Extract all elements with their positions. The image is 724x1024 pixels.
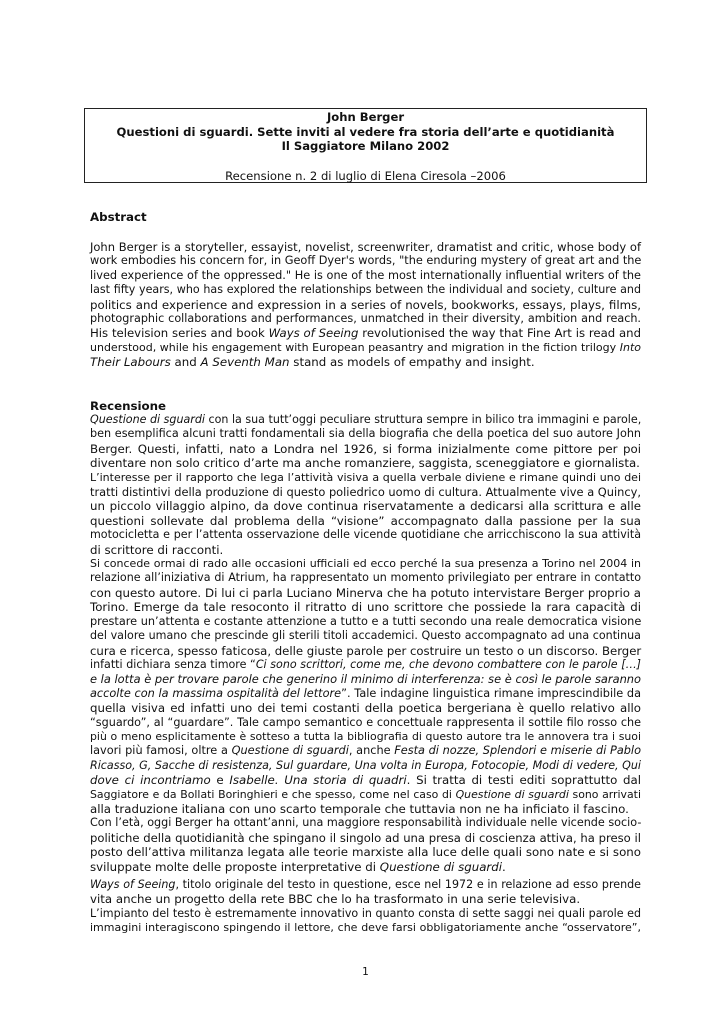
text-line: immagini interagiscono spingendo il lettore, che deve farsi obbligatoriamente anche “osservatore”, xyxy=(90,921,641,935)
book-title-ref: Questione di sguardi xyxy=(90,413,205,426)
book-title-ref: Questione di sguardi xyxy=(231,744,349,758)
text-line: tratti distintivi della produzione di questo poliedrico uomo di cultura. Attualmente vive a Quincy, xyxy=(90,485,641,500)
text-line: relazione all’iniziativa di Atrium, ha rappresentato un momento privilegiato per entrare in contatto xyxy=(90,571,641,585)
text-line: last fifty years, who has explored the relationships between the individual and society, culture and xyxy=(90,283,641,297)
book-title-ref: A Seventh Man xyxy=(200,355,290,370)
book-title-ref: Ways of Seeing xyxy=(268,326,359,341)
text-line: questioni sollevate dal problema della “visione” accompagnato dalla passione per la sua xyxy=(90,513,641,528)
text-line: work embodies his concern for, in Geoff Dyer's words, "the enduring mystery of great art and the xyxy=(90,254,642,268)
book-title-ref: Festa di nozze, Splendori e miserie di Pablo xyxy=(394,744,641,758)
text-line: Torino. Emerge da tale resoconto il ritratto di uno scrittore che possiede la rara capacità di xyxy=(90,600,641,615)
text-line: con questo autore. Di lui ci parla Luciano Minerva che ha potuto intervistare Berger proprio a xyxy=(90,585,641,600)
text-line: quella visiva ed infatti uno dei temi costanti della poetica bergeriana è quello relativo allo xyxy=(90,701,641,716)
text-line: infatti dichiara senza timore “Ci sono scrittori, come me, che devono combattere con le parole […] xyxy=(90,657,641,671)
book-title-ref: Into xyxy=(619,340,641,354)
book-title-ref: dove ci incontriamo xyxy=(90,773,211,788)
review-heading: Recensione xyxy=(90,399,167,413)
text-line: “sguardo”, al “guardare”. Tale campo semantico e concettuale rappresenta il sottile filo rosso che xyxy=(90,715,641,729)
text-line: un piccolo villaggio alpino, da dove continua riservatamente a dedicarsi alla scrittura e alle xyxy=(90,499,641,514)
text-line: posto dell’attiva militanza legata alle teorie marxiste alla luce delle quali sono nate e si sono xyxy=(90,845,641,860)
text-line: Con l’età, oggi Berger ha ottant’anni, una maggiore responsabilità individuale nelle vicende socio- xyxy=(90,816,642,830)
text-line: dove ci incontriamo e Isabelle. Una storia di quadri. Si tratta di testi editi soprattutto dal xyxy=(90,773,641,788)
quote-text: e la lotta è per trovare parole che generino il minimo di interferenza: se è così le parole saranno xyxy=(90,672,641,687)
text-line: lived experience of the oppressed." He is one of the most internationally influential writers of the xyxy=(90,268,641,282)
text-line: Si concede ormai di rado alle occasioni ufficiali ed ecco perché la sua presenza a Torino nel 2004 in xyxy=(90,557,641,571)
text-line: cura e ricerca, spesso faticosa, delle giuste parole per costruire un testo o un discorso. Berger xyxy=(90,643,642,658)
review-info: Recensione n. 2 di luglio di Elena Ciresola –2006 xyxy=(225,168,506,183)
text-line: alla traduzione italiana con uno scarto temporale che tuttavia non ne ha inficiato il fascino. xyxy=(90,801,629,816)
book-title-ref: Their Labours xyxy=(90,355,171,370)
text-line: lavori più famosi, oltre a Questione di sguardi, anche Festa di nozze, Splendori e miserie di Pablo xyxy=(90,744,641,758)
review-body-continued xyxy=(90,878,641,936)
text-line: Berger. Questi, infatti, nato a Londra nel 1926, si forma inizialmente come pittore per poi xyxy=(90,441,641,456)
text-line: diventare non solo critico d’arte ma anche romanziere, saggista, sceneggiatore e giornalista. xyxy=(90,456,640,471)
document-page xyxy=(90,0,641,1024)
text-line xyxy=(90,672,641,686)
text-line: motocicletta e per l’attenta osservazione delle vicende quotidiane che arricchiscono la sua attività xyxy=(90,528,641,542)
text-line: vita anche un progetto della rete BBC che lo ha trasformato in una serie televisiva. xyxy=(90,892,581,907)
text-line: accolte con la massima ospitalità del lettore”. Tale indagine linguistica rimane imprescindibile da xyxy=(90,686,641,700)
text-line: del valore umano che prescinde gli sterili titoli accademici. Questo accompagnato ad una continua xyxy=(90,629,641,643)
book-title-ref: Ways of Seeing xyxy=(90,878,176,891)
book-title-ref: Questione di sguardi xyxy=(379,859,503,874)
text-line: John Berger is a storyteller, essayist, novelist, screenwriter, dramatist and critic, whose body of xyxy=(90,240,641,254)
text-line: sviluppate molte delle proposte interpretative di Questione di sguardi. xyxy=(90,859,506,874)
text-line: politiche della quotidianità che spingano il singolo ad una presa di coscienza attiva, ha preso il xyxy=(90,830,641,845)
text-line: più o meno esplicitamente è sotteso a tutta la bibliografia di questo autore tra le annovera tra i suoi xyxy=(90,729,641,743)
text-line: L’interesse per il rapporto che lega l’attività visiva a quella verbale diviene e rimane quindi uno dei xyxy=(90,470,641,484)
citation-box xyxy=(84,108,647,183)
text-line: Saggiatore e da Bollati Boringhieri e che spesso, come nel caso di Questione di sguardi sono arrivati xyxy=(90,787,641,801)
text-line: photographic collaborations and performances, unmatched in their diversity, ambition and reach. xyxy=(90,312,641,326)
text-line: Questione di sguardi con la sua tutt’oggi peculiare struttura sempre in bilico tra immagini e parole, xyxy=(90,413,642,426)
book-author: John Berger xyxy=(326,110,405,124)
quote-text: accolte con la massima ospitalità del lettore xyxy=(90,686,342,700)
abstract-heading: Abstract xyxy=(90,210,147,224)
text-line: Ways of Seeing, titolo originale del testo in questione, esce nel 1972 e in relazione ad esso prende xyxy=(90,878,641,891)
book-title: Questioni di sguardi. Sette inviti al vedere fra storia dell’arte e quotidianità xyxy=(116,124,615,139)
quote-text: Ci sono scrittori, come me, che devono combattere con le parole […] xyxy=(255,657,641,671)
text-line: Their Labours and A Seventh Man stand as models of empathy and insight. xyxy=(90,355,535,370)
book-title-ref: Isabelle. Una storia di quadri xyxy=(229,773,407,788)
book-title-ref: Questione di sguardi xyxy=(455,787,569,801)
text-line: L’impianto del testo è estremamente innovativo in quanto consta di sette saggi nei quali parole ed xyxy=(90,906,641,920)
text-line: ben esemplifica alcuni tratti fondamentali sia della biografia che della poetica del suo autore John xyxy=(90,427,641,441)
book-publisher: Il Saggiatore Milano 2002 xyxy=(281,139,450,153)
page-number: 1 xyxy=(362,966,369,978)
text-line: prestare un’attenta e costante attenzione a tutto e a tutti secondo una reale democratica visione xyxy=(90,614,642,628)
review-body xyxy=(90,413,641,874)
text-line: His television series and book Ways of Seeing revolutionised the way that Fine Art is read and xyxy=(90,326,641,341)
text-line: understood, while his engagement with European peasantry and migration in the fiction trilogy Into xyxy=(90,340,641,354)
text-line: di scrittore di racconti. xyxy=(90,542,224,557)
book-title-ref: Ricasso, G, Sacche di resistenza, Sul guardare, Una volta in Europa, Fotocopie, Modi di vedere, Qui xyxy=(90,758,641,772)
abstract-body xyxy=(90,240,641,370)
text-line: politics and experience and expression in a series of novels, bookworks, essays, plays, films, xyxy=(90,297,641,312)
text-line xyxy=(90,759,641,773)
